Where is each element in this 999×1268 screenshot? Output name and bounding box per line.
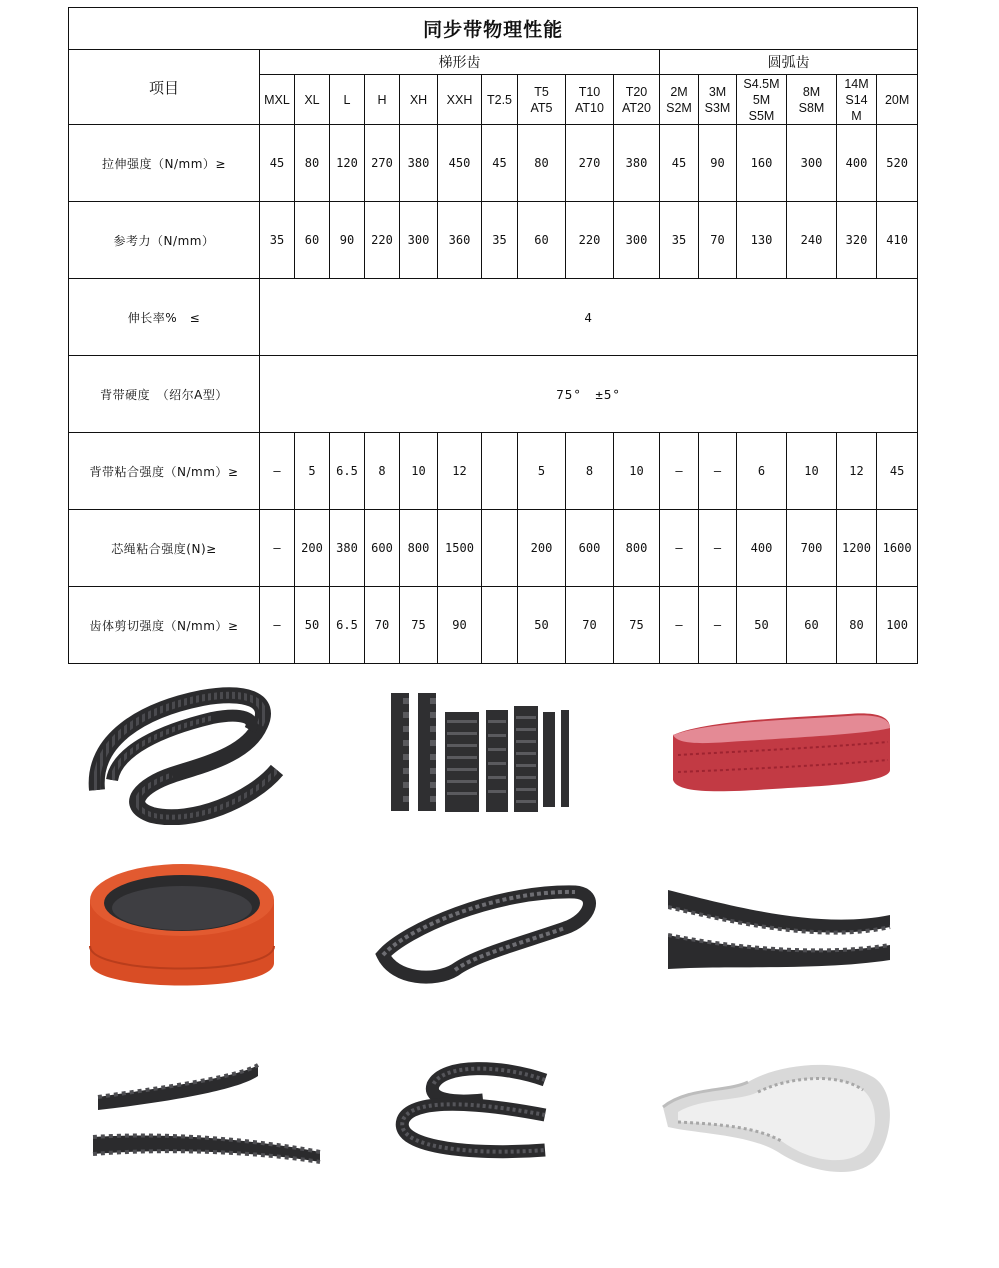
- table-cell: 90: [330, 202, 365, 279]
- row-label: 伸长率% ≤: [69, 279, 260, 356]
- table-cell: 1200: [837, 510, 877, 587]
- table-cell: –: [260, 510, 295, 587]
- table-cell: 1500: [438, 510, 482, 587]
- photo-coiled-black-belt: [82, 680, 287, 825]
- column-header: MXL: [260, 75, 295, 125]
- physical-properties-table: [68, 7, 918, 664]
- table-cell: 6: [737, 433, 787, 510]
- table-cell: 45: [260, 125, 295, 202]
- column-header: 14M S14 M: [837, 75, 877, 125]
- coiled-black-belt-icon: [82, 680, 287, 825]
- table-cell: 300: [614, 202, 660, 279]
- photo-twisted-black-belt: [375, 880, 600, 985]
- table-cell: 12: [837, 433, 877, 510]
- table-cell: 90: [438, 587, 482, 664]
- table-cell: –: [260, 587, 295, 664]
- row-label: 芯绳粘合强度(N)≥: [69, 510, 260, 587]
- table-cell: 90: [699, 125, 737, 202]
- table-cell: 70: [699, 202, 737, 279]
- table-cell: 10: [787, 433, 837, 510]
- table-row: [69, 510, 918, 587]
- table-cell: 360: [438, 202, 482, 279]
- table-cell: –: [660, 510, 699, 587]
- table-cell: 130: [737, 202, 787, 279]
- table-cell: 450: [438, 125, 482, 202]
- photo-double-sided-strip: [88, 1062, 323, 1172]
- row-label: 背带硬度 （绍尔A型）: [69, 356, 260, 433]
- table-cell: 800: [400, 510, 438, 587]
- table-cell: 1600: [877, 510, 918, 587]
- table-cell: 600: [566, 510, 614, 587]
- table-cell: –: [699, 587, 737, 664]
- column-header: H: [365, 75, 400, 125]
- double-sided-strip-icon: [88, 1062, 323, 1172]
- table-cell: 60: [518, 202, 566, 279]
- table-cell: 50: [295, 587, 330, 664]
- table-cell: 200: [518, 510, 566, 587]
- table-cell: 75: [400, 587, 438, 664]
- column-header: S4.5M 5M S5M: [737, 75, 787, 125]
- red-coated-belt-icon: [668, 700, 898, 800]
- column-header: T5 AT5: [518, 75, 566, 125]
- table-cell: 10: [400, 433, 438, 510]
- table-cell: 8: [365, 433, 400, 510]
- table-cell: [482, 587, 518, 664]
- table-cell: 80: [295, 125, 330, 202]
- photo-white-pu-belt: [658, 1052, 898, 1182]
- table-cell: 380: [330, 510, 365, 587]
- table-cell: 120: [330, 125, 365, 202]
- table-cell: 400: [737, 510, 787, 587]
- white-pu-belt-icon: [658, 1052, 898, 1182]
- table-cell: 70: [566, 587, 614, 664]
- group-trapezoid-header: 梯形齿: [260, 50, 660, 75]
- table-cell: 600: [365, 510, 400, 587]
- table-row: [69, 279, 918, 356]
- table-cell: 45: [482, 125, 518, 202]
- group-arc-header: 圆弧齿: [660, 50, 918, 75]
- table-cell: 320: [837, 202, 877, 279]
- table-cell: 5: [518, 433, 566, 510]
- table-cell: [482, 510, 518, 587]
- photo-orange-sleeve-belt: [82, 858, 282, 1008]
- table-cell: 10: [614, 433, 660, 510]
- column-header: T2.5: [482, 75, 518, 125]
- table-cell: 800: [614, 510, 660, 587]
- double-strip-belt-icon: [668, 885, 893, 975]
- row-span-value: 75° ±5°: [260, 356, 918, 433]
- row-label: 拉伸强度（N/mm）≥: [69, 125, 260, 202]
- row-label: 参考力（N/mm）: [69, 202, 260, 279]
- table-cell: –: [660, 587, 699, 664]
- table-cell: –: [660, 433, 699, 510]
- table-cell: –: [699, 433, 737, 510]
- table-cell: 70: [365, 587, 400, 664]
- table-cell: 45: [660, 125, 699, 202]
- photo-double-strip-belt: [668, 885, 893, 975]
- table-row: [69, 202, 918, 279]
- photo-belt-segments: [385, 690, 580, 815]
- table-cell: 75: [614, 587, 660, 664]
- column-header: 20M: [877, 75, 918, 125]
- row-label: 齿体剪切强度（N/mm）≥: [69, 587, 260, 664]
- table-cell: 200: [295, 510, 330, 587]
- table-row: [69, 433, 918, 510]
- table-cell: [482, 433, 518, 510]
- table-cell: 380: [614, 125, 660, 202]
- column-header: XXH: [438, 75, 482, 125]
- table-cell: 50: [737, 587, 787, 664]
- column-header: T20 AT20: [614, 75, 660, 125]
- table-cell: –: [260, 433, 295, 510]
- table-cell: 300: [787, 125, 837, 202]
- column-header: XH: [400, 75, 438, 125]
- item-header: 项目: [69, 50, 260, 125]
- double-sided-loop-icon: [393, 1055, 553, 1170]
- table-cell: 520: [877, 125, 918, 202]
- table-cell: 35: [660, 202, 699, 279]
- table-cell: 50: [518, 587, 566, 664]
- table-cell: 8: [566, 433, 614, 510]
- table-cell: 160: [737, 125, 787, 202]
- table-cell: 80: [518, 125, 566, 202]
- table-cell: 35: [260, 202, 295, 279]
- table-cell: 6.5: [330, 433, 365, 510]
- table-cell: 270: [566, 125, 614, 202]
- table-title: 同步带物理性能: [69, 8, 918, 50]
- photo-red-coated-belt: [668, 700, 898, 800]
- column-header: L: [330, 75, 365, 125]
- table-cell: 700: [787, 510, 837, 587]
- table-cell: 5: [295, 433, 330, 510]
- table-cell: 410: [877, 202, 918, 279]
- table-cell: 240: [787, 202, 837, 279]
- table-cell: 100: [877, 587, 918, 664]
- table-cell: 35: [482, 202, 518, 279]
- column-header: 3M S3M: [699, 75, 737, 125]
- table-row: [69, 587, 918, 664]
- table-row: [69, 356, 918, 433]
- table-cell: 270: [365, 125, 400, 202]
- row-span-value: 4: [260, 279, 918, 356]
- orange-sleeve-belt-icon: [82, 858, 282, 1008]
- table-row: [69, 125, 918, 202]
- table-cell: 6.5: [330, 587, 365, 664]
- table-cell: 300: [400, 202, 438, 279]
- table-cell: 12: [438, 433, 482, 510]
- belt-segments-icon: [385, 690, 580, 815]
- column-header: XL: [295, 75, 330, 125]
- table-cell: 400: [837, 125, 877, 202]
- table-cell: 380: [400, 125, 438, 202]
- column-header: 8M S8M: [787, 75, 837, 125]
- photo-double-sided-loop: [393, 1055, 553, 1170]
- table-cell: 80: [837, 587, 877, 664]
- table-cell: 60: [295, 202, 330, 279]
- table-cell: 45: [877, 433, 918, 510]
- table-cell: 220: [365, 202, 400, 279]
- table-cell: –: [699, 510, 737, 587]
- table-cell: 60: [787, 587, 837, 664]
- column-header: 2M S2M: [660, 75, 699, 125]
- row-label: 背带粘合强度（N/mm）≥: [69, 433, 260, 510]
- twisted-black-belt-icon: [375, 880, 600, 985]
- table-cell: 220: [566, 202, 614, 279]
- column-header: T10 AT10: [566, 75, 614, 125]
